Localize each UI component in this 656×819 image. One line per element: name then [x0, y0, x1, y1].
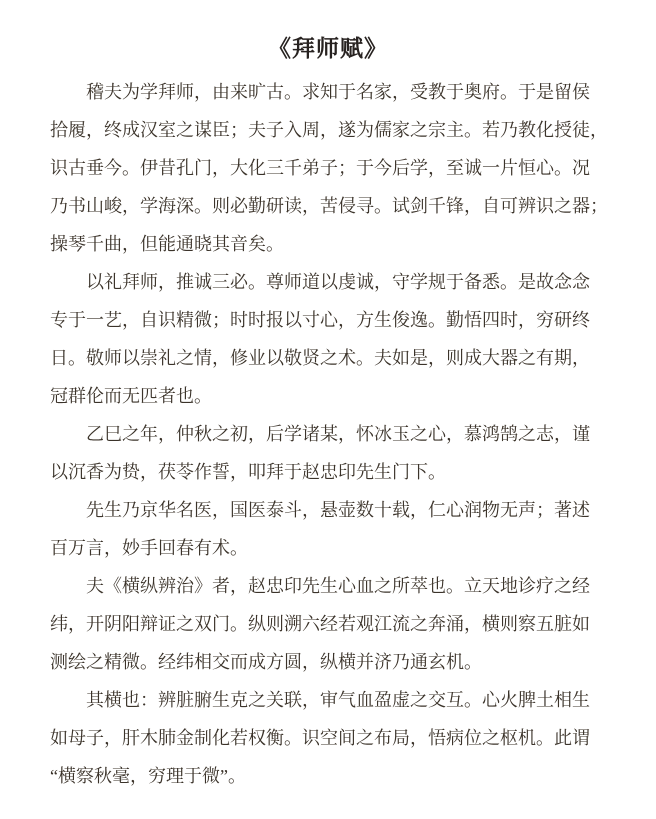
paragraph [50, 491, 612, 567]
text-line: 乃书山峻，学海深。则必勤研读，苦侵寻。试剑千锋，自可辨识之器； [50, 196, 608, 216]
document-body [50, 73, 612, 795]
text-line: 以礼拜师，推诚三必。尊师道以虔诚，守学规于备悉。是故念念 [86, 272, 590, 292]
paragraph [50, 567, 612, 681]
paragraph [50, 263, 612, 415]
text-line: 纬，开阴阳辩证之双门。纵则溯六经若观江流之奔涌，横则察五脏如 [50, 614, 590, 634]
text-line: 操琴千曲，但能通晓其音矣。 [50, 234, 284, 254]
text-line: 其横也：辨脏腑生克之关联，审气血盈虚之交互。心火脾土相生 [86, 690, 590, 710]
text-line: 测绘之精微。经纬相交而成方圆，纵横并济乃通玄机。 [50, 652, 482, 672]
text-line: 夫《横纵辨治》者，赵忠印先生心血之所萃也。立天地诊疗之经 [86, 576, 590, 596]
text-line: 稽夫为学拜师，由来旷古。求知于名家，受教于奥府。于是留侯 [86, 82, 590, 102]
text-line: 冠群伦而无匹者也。 [50, 386, 212, 406]
paragraph [50, 681, 612, 795]
text-line: 乙巳之年，仲秋之初，后学诸某，怀冰玉之心，慕鸿鹄之志，谨 [86, 424, 590, 444]
text-line: 日。敬师以崇礼之情，修业以敬贤之术。夫如是，则成大器之有期， [50, 348, 590, 368]
text-line: 如母子，肝木肺金制化若权衡。识空间之布局，悟病位之枢机。此谓 [50, 728, 590, 748]
document-title: 《拜师赋》 [268, 36, 388, 61]
text-line: 百万言，妙手回春有术。 [50, 538, 248, 558]
text-line: 拾履，终成汉室之谋臣；夫子入周，遂为儒家之宗主。若乃教化授徒， [50, 120, 608, 140]
paragraph [50, 73, 612, 263]
text-line: 专于一艺，自识精微；时时报以寸心，方生俊逸。勤悟四时，穷研终 [50, 310, 590, 330]
text-line: 以沉香为贽，茯苓作誓，叩拜于赵忠印先生门下。 [50, 462, 446, 482]
text-line: 识古垂今。伊昔孔门，大化三千弟子；于今后学，至诚一片恒心。况 [50, 158, 590, 178]
paragraph [50, 415, 612, 491]
text-line: “横察秋毫，穷理于微”。 [50, 766, 246, 786]
text-line: 先生乃京华名医，国医泰斗，悬壶数十载，仁心润物无声；著述 [86, 500, 590, 520]
